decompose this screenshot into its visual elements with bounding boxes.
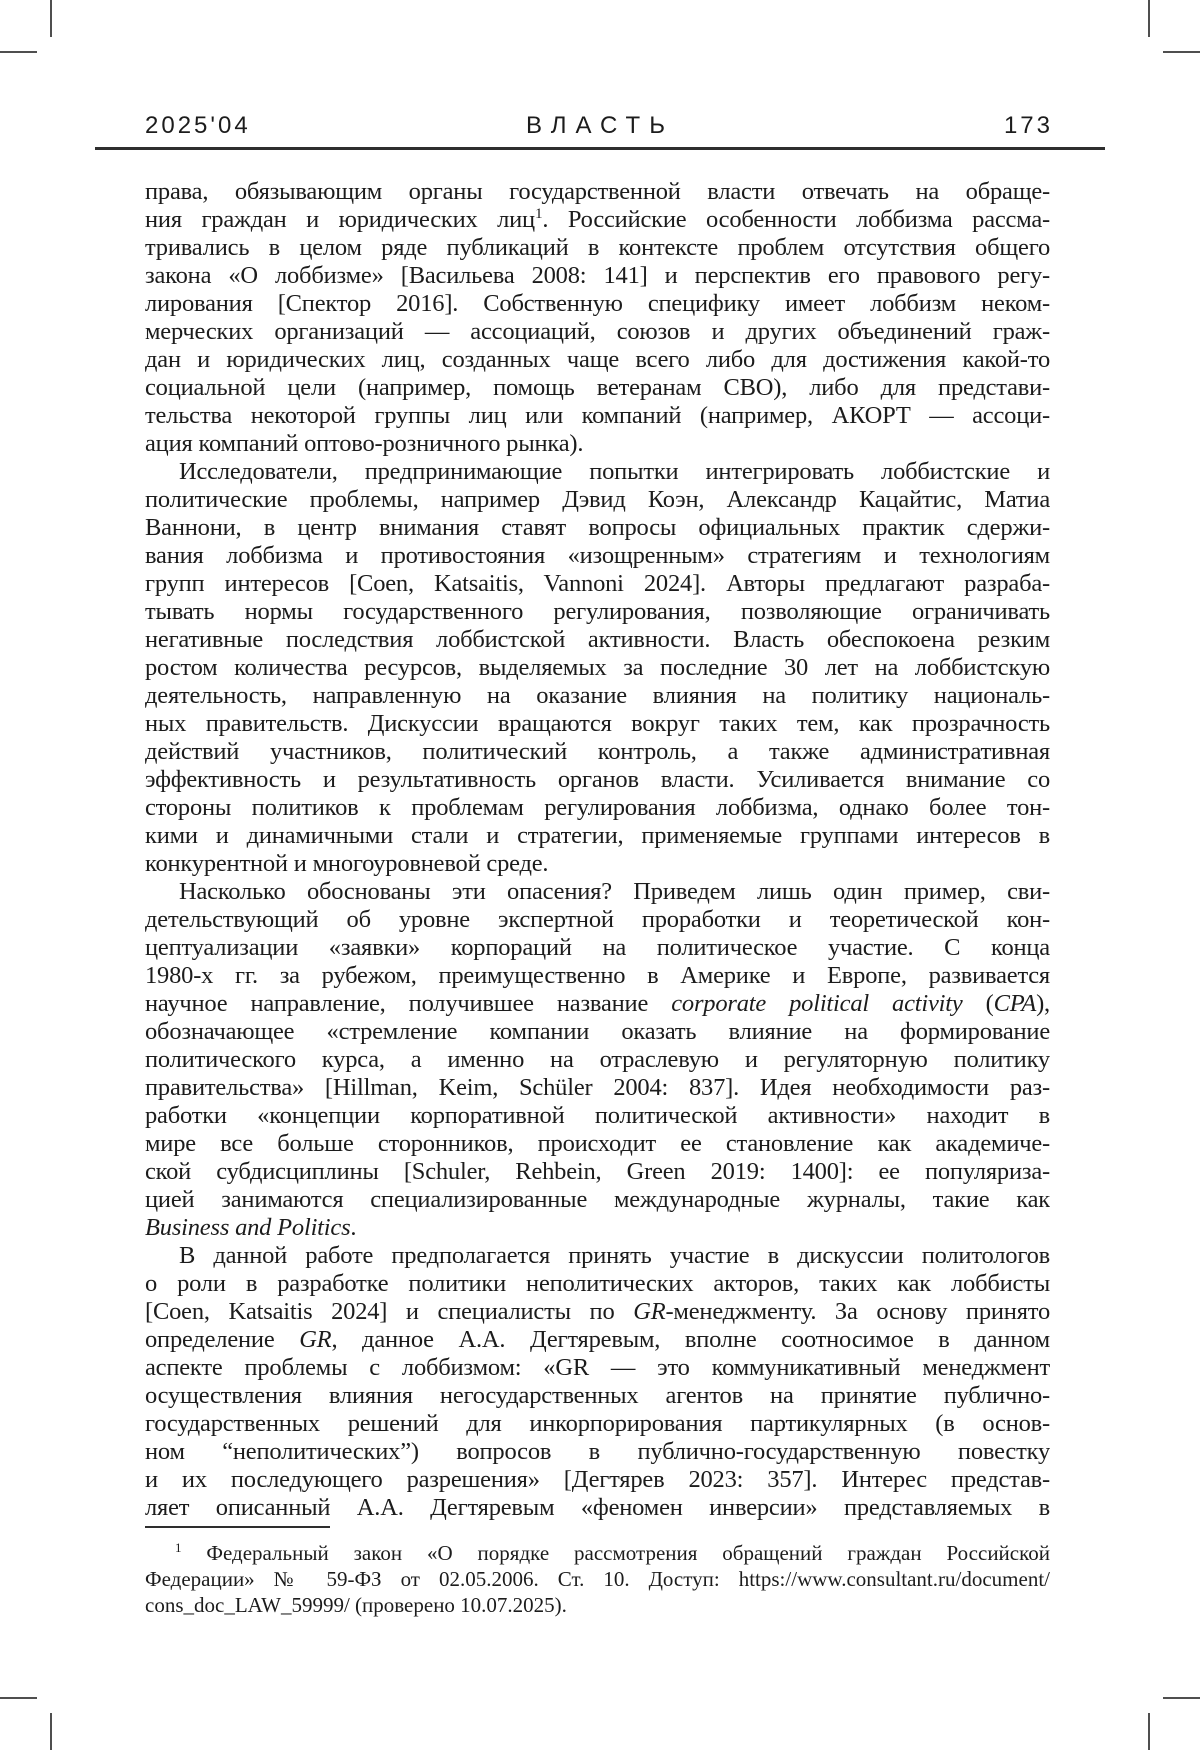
- text-line: аспекте проблемы с лоббизмом: «GR — это коммуникативный менеджмент: [145, 1354, 1050, 1381]
- text-line: стороны политиков к проблемам регулирования лоббизма, однако более тон-: [145, 794, 1050, 821]
- footnote: [145, 1540, 1050, 1618]
- paragraph: [145, 1242, 1050, 1522]
- text-line: детельствующий об уровне экспертной проработки и теоретической кон-: [145, 906, 1050, 933]
- text-line: цептуализации «заявки» корпораций на политическое участие. С конца: [145, 934, 1050, 961]
- crop-mark-bottom-right-horizontal: [1163, 1697, 1200, 1699]
- crop-mark-top-right-horizontal: [1163, 51, 1200, 53]
- text-line: мерческих организаций — ассоциаций, союзов и других объединений граж-: [145, 318, 1050, 345]
- text-line: ской субдисциплины [Schuler, Rehbein, Green 2019: 1400]: ее популяриза-: [145, 1158, 1050, 1185]
- text-line: государственных решений для инкорпорирования партикулярных (в основ-: [145, 1410, 1050, 1437]
- paragraph: [145, 458, 1050, 878]
- text-line: тывать нормы государственного регулирования, позволяющие ограничивать: [145, 598, 1050, 625]
- text-line: ния граждан и юридических лиц$^1$. Российские особенности лоббизма рассма-: [145, 206, 1050, 233]
- text-line: Исследователи, предпринимающие попытки интегрировать лоббистские и: [179, 458, 1050, 485]
- text-line: тривались в целом ряде публикаций в контексте проблем отсутствия общего: [145, 234, 1050, 261]
- header-page-number: 173: [1003, 112, 1053, 139]
- text-line: [Coen, Katsaitis 2024] и специалисты по GR-менеджменту. За основу принято: [145, 1298, 1050, 1325]
- footnote-line: $^1$ Федеральный закон «О порядке рассмотрения обращений граждан Российской: [175, 1540, 1050, 1565]
- text-line: о роли в разработке политики неполитических акторов, таких как лоббисты: [145, 1270, 1050, 1297]
- crop-mark-top-left-horizontal: [0, 51, 37, 53]
- text-line: эффективность и результативность органов власти. Усиливается внимание со: [145, 766, 1050, 793]
- text-line: кими и динамичными стали и стратегии, применяемые группами интересов в: [145, 822, 1050, 849]
- text-line: определение GR, данное А.А. Дегтяревым, вполне соотносимое в данном: [145, 1326, 1050, 1353]
- text-line: вания лоббизма и противостояния «изощренным» стратегиям и технологиям: [145, 542, 1050, 569]
- crop-mark-bottom-left-horizontal: [0, 1697, 37, 1699]
- text-line: ляет описанный А.А. Дегтяревым «феномен инверсии» представляемых в: [145, 1494, 1050, 1521]
- text-line: действий участников, политический контроль, а также административная: [145, 738, 1050, 765]
- text-line: Business and Politics.: [145, 1214, 357, 1241]
- text-line: и их последующего разрешения» [Дегтярев 2023: 357]. Интерес представ-: [145, 1466, 1050, 1493]
- text-line: осуществления влияния негосударственных агентов на принятие публично-: [145, 1382, 1050, 1409]
- text-line: ростом количества ресурсов, выделяемых за последние 30 лет на лоббистскую: [145, 654, 1050, 681]
- text-line: Насколько обоснованы эти опасения? Приведем лишь один пример, сви-: [179, 878, 1050, 905]
- crop-mark-bottom-right-vertical: [1148, 1713, 1150, 1750]
- crop-mark-bottom-left-vertical: [50, 1713, 52, 1750]
- header-issue: 2025'04: [145, 112, 251, 139]
- text-line: групп интересов [Coen, Katsaitis, Vannoni 2024]. Авторы предлагают разраба-: [145, 570, 1050, 597]
- text-line: Ваннони, в центр внимания ставят вопросы официальных практик сдержи-: [145, 514, 1050, 541]
- text-line: права, обязывающим органы государственной власти отвечать на обраще-: [145, 178, 1050, 205]
- text-line: работки «концепции корпоративной политической активности» находит в: [145, 1102, 1050, 1129]
- text-line: негативные последствия лоббистской активности. Власть обеспокоена резким: [145, 626, 1050, 653]
- footnote-line: Федерации» № 59-ФЗ от 02.05.2006. Ст. 10. Доступ: https://www.consultant.ru/document/: [145, 1567, 1050, 1591]
- text-line: политического курса, а именно на отраслевую и регуляторную политику: [145, 1046, 1050, 1073]
- text-line: мире все больше сторонников, происходит ее становление как академиче-: [145, 1130, 1050, 1157]
- text-line: социальной цели (например, помощь ветеранам СВО), либо для представи-: [145, 374, 1050, 401]
- text-line: правительства» [Hillman, Keim, Schüler 2004: 837]. Идея необходимости раз-: [145, 1074, 1050, 1101]
- text-line: ном “неполитических”) вопросов в публично-государственную повестку: [145, 1438, 1050, 1465]
- text-line: цией занимаются специализированные международные журналы, такие как: [145, 1186, 1050, 1213]
- text-line: научное направление, получившее название corporate political activity (CPA),: [145, 990, 1050, 1017]
- text-line: тельства некоторой группы лиц или компаний (например, АКОРТ — ассоци-: [145, 402, 1050, 429]
- text-line: дан и юридических лиц, созданных чаще всего либо для достижения какой-то: [145, 346, 1050, 373]
- paragraph: [145, 878, 1050, 1242]
- crop-mark-top-left-vertical: [50, 0, 52, 37]
- text-column: [145, 178, 1050, 1522]
- crop-mark-top-right-vertical: [1148, 0, 1150, 37]
- footnote-line: cons_doc_LAW_59999/ (проверено 10.07.2025).: [145, 1593, 567, 1617]
- text-line: конкурентной и многоуровневой среде.: [145, 850, 549, 877]
- text-line: закона «О лоббизме» [Васильева 2008: 141] и перспектив его правового регу-: [145, 262, 1050, 289]
- footnote-separator: [145, 1526, 330, 1528]
- text-line: 1980-х гг. за рубежом, преимущественно в Америке и Европе, развивается: [145, 962, 1050, 989]
- text-line: деятельность, направленную на оказание влияния на политику националь-: [145, 682, 1050, 709]
- text-line: обозначающее «стремление компании оказать влияние на формирование: [145, 1018, 1050, 1045]
- page-header: [95, 112, 1105, 142]
- header-rule: [95, 147, 1105, 150]
- text-line: лирования [Спектор 2016]. Собственную специфику имеет лоббизм неком-: [145, 290, 1050, 317]
- text-line: В данной работе предполагается принять участие в дискуссии политологов: [179, 1242, 1050, 1269]
- text-line: ация компаний оптово-розничного рынка).: [145, 430, 584, 457]
- paragraph: [145, 178, 1050, 458]
- text-line: политические проблемы, например Дэвид Коэн, Александр Кацайтис, Матиа: [145, 486, 1050, 513]
- text-line: ных правительств. Дискуссии вращаются вокруг таких тем, как прозрачность: [145, 710, 1050, 737]
- header-journal-title: ВЛАСТЬ: [526, 112, 674, 139]
